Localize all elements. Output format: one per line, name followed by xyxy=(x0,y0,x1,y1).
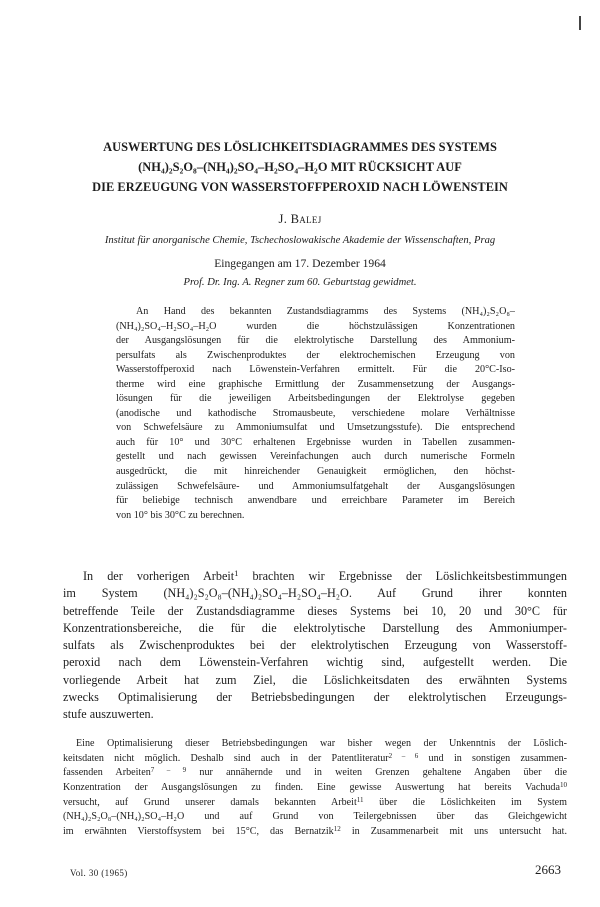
footnote-ref: 11 xyxy=(356,795,364,804)
body-line: Konzentration der Ausgangslösungen zu finden. Eine gewisse Auswertung hat bereits Vachuda$^{10}$ xyxy=(63,780,567,793)
abstract xyxy=(116,305,515,523)
footnote-ref: 10 xyxy=(559,780,567,789)
abstract-line: von 10° bis 30°C zu berechnen. xyxy=(116,509,245,521)
abstract-line: lösungen für die jeweiligen Arbeitsbedingungen der Elektrolyse gegeben xyxy=(116,393,515,405)
abstract-line: gestellt und nach gewissen Vereinfachungen auch durch numerische Formeln xyxy=(116,451,515,463)
body-line: sulfats als Zwischenproduktes bei der elektrolytischen Erzeugung von Wasserstoff- xyxy=(63,638,567,653)
abstract-line: der Ausgangslösungen für die elektrolytische Darstellung des Ammonium- xyxy=(116,335,515,347)
abstract-line: An Hand des bekannten Zustandsdiagramms des Systems (NH₄)₂S₂O₈– xyxy=(136,306,515,317)
abstract-line: therme wird eine graphische Ermittlung der Zusammensetzung der Ausgangs- xyxy=(116,378,515,390)
body-line: im erwähnten Vierstoffsystem bei 15°C, das Bernatzik$^{12}$ in Zusammenarbeit mit uns untersucht hat. xyxy=(63,824,567,837)
author-institute: Institut für anorganische Chemie, Tschechoslowakische Akademie der Wissenschaften, Prag xyxy=(104,235,496,246)
footnote-ref: 12 xyxy=(333,824,341,833)
abstract-line: von Schwefelsäure zu Ammoniumsulfat und Umsetzungsstufe). Die entsprechend xyxy=(116,422,515,434)
body-line: fassenden Arbeiten$^{7 - 9}$ nur annähernde und in weiten Grenzen gehaltene Angaben über die xyxy=(63,766,568,779)
footnote-ref: 2 – 6 xyxy=(388,751,419,760)
article-title xyxy=(40,137,560,197)
author-name: J. Balej xyxy=(278,212,322,226)
body-line: Konzentrationsbereiche, die für die elektrolytische Darstellung des Ammoniumper- xyxy=(63,620,567,635)
title-line-3: DIE ERZEUGUNG VON WASSERSTOFFPEROXID NACH LÖWENSTEIN xyxy=(92,180,508,194)
body-line: In der vorherigen Arbeit$^1$ brachten wir Ergebnisse der Löslichkeitsbestimmungen xyxy=(83,568,568,583)
abstract-line: (NH₄)₂SO₄–H₂SO₄–H₂O wurden die höchstzulässigen Konzentrationen xyxy=(116,320,515,332)
body-line: keitsdaten nicht möglich. Deshalb sind auch in der Patentliteratur$^{2 - 6}$ und in sonstigen zusammen- xyxy=(63,751,567,764)
abstract-line: persulfats als Zwischenproduktes der elektrochemischen Erzeugung von xyxy=(116,349,515,361)
body-paragraph-1 xyxy=(63,568,567,724)
abstract-line: (anodische und kathodische Stromausbeute, verschiedene molare Verhältnisse xyxy=(116,407,515,419)
body-line: (NH₄)₂S₂O₈–(NH₄)₂SO₄–H₂O und auf Grund von Teilergebnissen über das Gleichgewicht xyxy=(63,811,567,823)
journal-volume: Vol. 30 (1965) xyxy=(70,868,128,878)
abstract-line: ausgedrückt, die mit hinreichender Genauigkeit ermöglichen, den höchst- xyxy=(116,466,515,478)
body-line: im System (NH₄)₂S₂O₈–(NH₄)₂SO₄–H₂SO₄–H₂O. Auf Grund ihrer konnten xyxy=(63,586,568,601)
body-line: betreffende Teile der Zustandsdiagramme dieses Systems bei 10, 20 und 30°C für xyxy=(63,603,567,618)
body-line: Eine Optimalisierung dieser Betriebsbedingungen war bisher wegen der Unkenntnis der Löslich- xyxy=(76,738,567,749)
body-line: peroxid nach dem Löwenstein-Verfahren wichtig sind, aufgestellt werden. Die xyxy=(63,655,567,670)
abstract-line: auch für 10° und 30°C erhaltenen Ergebnisse wurden in Tabellen zusammen- xyxy=(116,436,515,448)
body-line: stufe auszuwerten. xyxy=(63,707,154,722)
body-line: vorliegende Arbeit hat zum Ziel, die Löslichkeitsdaten des erwähnten Systems xyxy=(63,672,567,687)
received-date: Eingegangen am 17. Dezember 1964 xyxy=(214,257,386,270)
title-formula: (NH₄)₂S₂O₈–(NH₄)₂SO₄–H₂SO₄–H₂O xyxy=(138,160,328,174)
margin-mark xyxy=(579,16,581,30)
footnote-ref: 1 xyxy=(234,568,239,579)
body-line: zwecks Optimalisierung der Betriebsbedingungen der elektrolytischen Erzeugungs- xyxy=(63,690,567,705)
body-line: versucht, auf Grund unserer damals bekannten Arbeit$^{11}$ über die Löslichkeiten im System xyxy=(63,795,567,808)
dedication: Prof. Dr. Ing. A. Regner zum 60. Geburtstag gewidmet. xyxy=(183,277,417,288)
body-paragraph-2 xyxy=(63,737,567,840)
page-number: 2663 xyxy=(535,862,561,877)
title-line-2-rest: MIT RÜCKSICHT AUF xyxy=(330,160,462,174)
abstract-line: für beliebige technisch anwendbare und erreichbare Parameter im Bereich xyxy=(116,495,515,507)
title-line-1: AUSWERTUNG DES LÖSLICHKEITSDIAGRAMMES DES SYSTEMS xyxy=(103,140,497,154)
title-line-2 xyxy=(40,157,560,177)
abstract-line: Wasserstoffperoxid nach Löwenstein-Verfahren ermittelt. Für die 20°C-Iso- xyxy=(116,364,515,376)
footnote-ref: 7 – 9 xyxy=(150,766,187,775)
abstract-line: zulässigen Schwefelsäure- und Ammoniumsulfatgehalt der Ausgangslösungen xyxy=(116,480,515,492)
